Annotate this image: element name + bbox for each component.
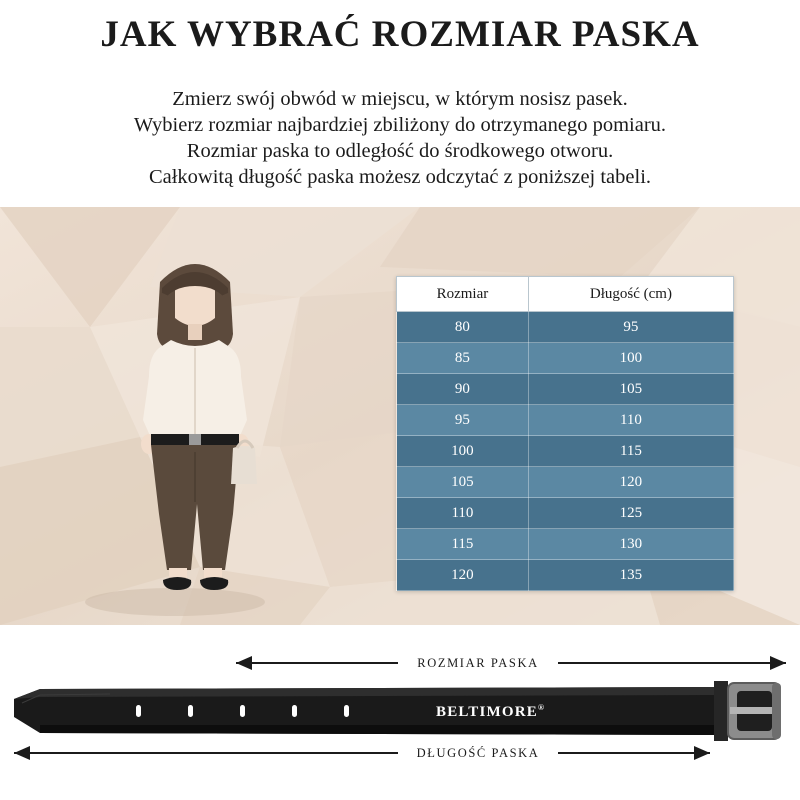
cell-size: 85 <box>397 343 529 374</box>
cell-length: 120 <box>528 467 733 498</box>
table-row <box>397 343 734 374</box>
column-header-length: Długość (cm) <box>528 277 733 312</box>
table-row <box>397 436 734 467</box>
table-row <box>397 312 734 343</box>
cell-length: 125 <box>528 498 733 529</box>
cell-size: 95 <box>397 405 529 436</box>
brand-logo <box>436 703 545 721</box>
woman-illustration <box>105 252 285 602</box>
size-table <box>396 276 734 591</box>
table-row <box>397 405 734 436</box>
table-row <box>397 560 734 591</box>
table-header-row <box>397 277 734 312</box>
cell-length: 135 <box>528 560 733 591</box>
cell-size: 90 <box>397 374 529 405</box>
cell-length: 105 <box>528 374 733 405</box>
cell-size: 115 <box>397 529 529 560</box>
table-body <box>397 312 734 591</box>
page-title: JAK WYBRAĆ ROZMIAR PASKA <box>100 13 700 55</box>
brand-trademark: ® <box>537 703 546 712</box>
instruction-line-2: Wybierz rozmiar najbardziej zbiliżony do otrzymanego pomiaru. <box>133 113 667 136</box>
table-row <box>397 498 734 529</box>
cell-length: 95 <box>528 312 733 343</box>
cell-length: 115 <box>528 436 733 467</box>
belt-diagram-section <box>0 625 800 800</box>
cell-length: 130 <box>528 529 733 560</box>
belt-illustration <box>0 625 800 800</box>
table-row <box>397 467 734 498</box>
cell-length: 110 <box>528 405 733 436</box>
belt-length-label: DŁUGOŚĆ PASKA <box>416 746 540 760</box>
cell-size: 80 <box>397 312 529 343</box>
cell-size: 120 <box>397 560 529 591</box>
table-row <box>397 374 734 405</box>
cell-size: 105 <box>397 467 529 498</box>
size-table-container <box>396 276 734 591</box>
cell-size: 100 <box>397 436 529 467</box>
cell-length: 100 <box>528 343 733 374</box>
table-row <box>397 529 734 560</box>
illustration-area <box>0 207 800 625</box>
instructions-block <box>0 68 800 207</box>
instruction-line-4: Całkowitą długość paska możesz odczytać z poniższej tabeli. <box>148 165 652 188</box>
belt-size-label: ROZMIAR PASKA <box>417 656 539 670</box>
brand-name: BELTIMORE <box>436 704 538 720</box>
instruction-line-1: Zmierz swój obwód w miejscu, w którym nosisz pasek. <box>172 87 628 110</box>
cell-size: 110 <box>397 498 529 529</box>
column-header-size: Rozmiar <box>397 277 529 312</box>
instruction-line-3: Rozmiar paska to odległość do środkowego otworu. <box>186 139 614 162</box>
header-bar <box>0 0 800 68</box>
